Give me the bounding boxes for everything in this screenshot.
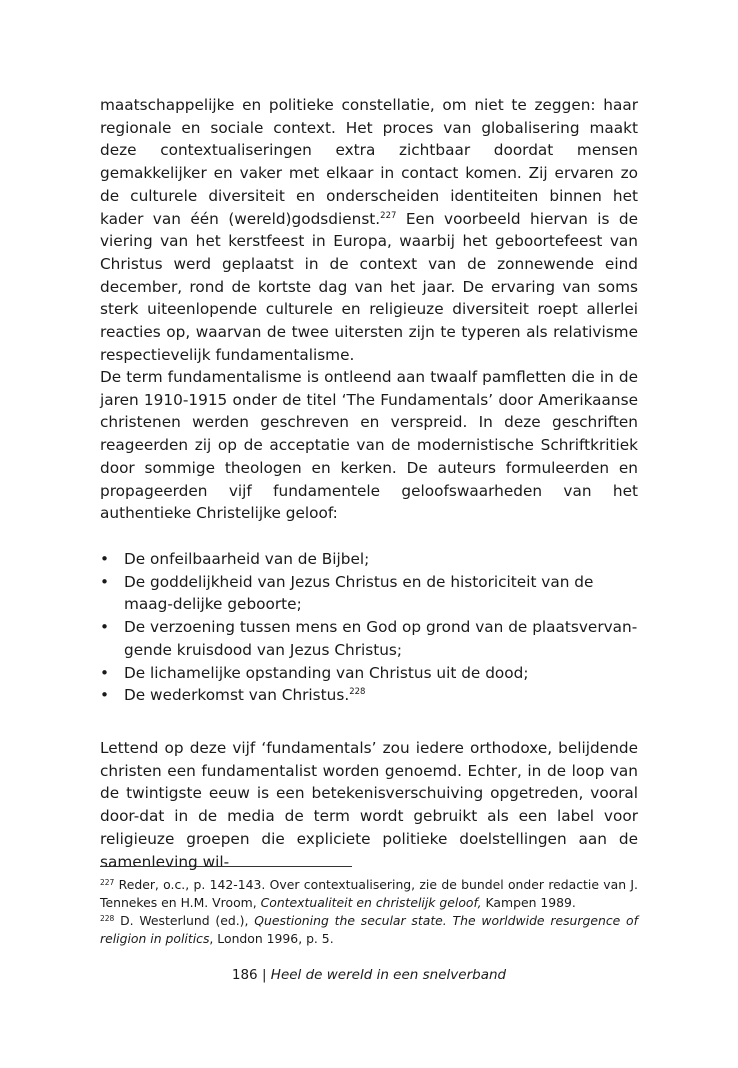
footnote-ref-227[interactable]: 227 (380, 210, 397, 221)
bullet-icon: • (100, 618, 110, 637)
footnotes (100, 876, 638, 948)
footnote-title: Contextualiteit en christelijk geloof, (260, 895, 482, 910)
list-item-text: De goddelijkheid van Jezus Christus en de historiciteit van de maag-delijke geboorte; (124, 572, 594, 614)
footnote-number: 228 (100, 914, 115, 923)
list-item-text: De wederkomst van Christus. (124, 686, 350, 705)
paragraph-3 (100, 737, 638, 873)
paragraph-1 (100, 94, 638, 366)
list-item-text: De verzoening tussen mens en God op grond van de plaatsvervan-gende kruisdood van Jezus Christus; (124, 618, 638, 659)
footnote-text: , London 1996, p. 5. (209, 931, 334, 946)
page-number: 186 (231, 967, 258, 983)
footnote-227 (100, 876, 638, 912)
list-item-text: De lichamelijke opstanding van Christus uit de dood; (124, 663, 529, 682)
fundamentals-list (100, 548, 638, 707)
bullet-icon: • (100, 663, 110, 682)
footnote-text: D. Westerlund (ed.), (114, 913, 255, 928)
footnote-228 (100, 912, 638, 948)
list-item (100, 548, 638, 571)
footnote-title: Questioning the secular state. The worldwide resurgence of religion in politics (100, 913, 638, 946)
footnote-number: 227 (100, 878, 115, 887)
bullet-icon: • (100, 550, 110, 568)
footnote-ref-228[interactable]: 228 (349, 687, 366, 698)
paragraph-1-text-a: maatschappelijke en politieke constellatie, om niet te zeggen: haar regionale en sociale context. Het proces van globalisering maakt deze contextualiseringen extra zichtbaar doordat mensen gemakkelijker en vaker met elkaar in contact komen. Zij ervaren zo de culturele diversiteit en onderscheiden identiteiten binnen het kader van één (wereld)godsdienst. (100, 96, 638, 228)
page-footer (0, 965, 738, 985)
list-item-text: De onfeilbaarheid van de Bijbel; (124, 550, 370, 568)
list-item (100, 684, 638, 707)
footnote-divider (100, 866, 352, 867)
paragraph-3-text: Lettend op deze vijf ‘fundamentals’ zou iedere orthodoxe, belijdende christen een fundamentalist worden genoemd. Echter, in de loop van de twintigste eeuw is een betekenisverschuiving opgetreden, vooral door-dat in de media de term wordt gebruikt als een label voor religieuze groepen die expliciete politieke doelstellingen aan de samenleving wil- (100, 739, 638, 871)
footnote-text: Kampen 1989. (481, 895, 576, 910)
footnote-text: Reder, o.c., p. 142-143. Over contextualisering, zie de bundel onder redactie van J. Tennekes en H.M. Vroom, (100, 877, 638, 910)
list-item (100, 616, 638, 661)
bullet-icon: • (100, 572, 110, 591)
bullet-icon: • (100, 686, 110, 705)
book-title: Heel de wereld in een snelverband (270, 967, 507, 983)
paragraph-2-text: De term fundamentalisme is ontleend aan twaalf pamfletten die in de jaren 1910-1915 onder de titel ‘The Fundamentals’ door Amerikaanse christenen werden geschreven en verspreid. In deze geschriften reageerden zij op de acceptatie van de modernistische Schriftkritiek door sommige theologen en kerken. De auteurs formuleerden en propageerden vijf fundamentele geloofswaarheden van het authentieke Christelijke geloof: (100, 368, 638, 523)
paragraph-2 (100, 366, 638, 525)
list-item (100, 662, 638, 685)
paragraph-1-text-b: Een voorbeeld hiervan is de viering van het kerstfeest in Europa, waarbij het geboortefeest van Christus werd geplaatst in de context van de zonnewende eind december, rond de kortste dag van het jaar. De ervaring van soms sterk uiteenlopende culturele en religieuze diversiteit roept allerlei reacties op, waarvan de twee uitersten zijn te typeren als relativisme respectievelijk fundamentalisme. (100, 209, 638, 364)
footer-separator: | (257, 967, 271, 983)
list-item (100, 571, 638, 616)
